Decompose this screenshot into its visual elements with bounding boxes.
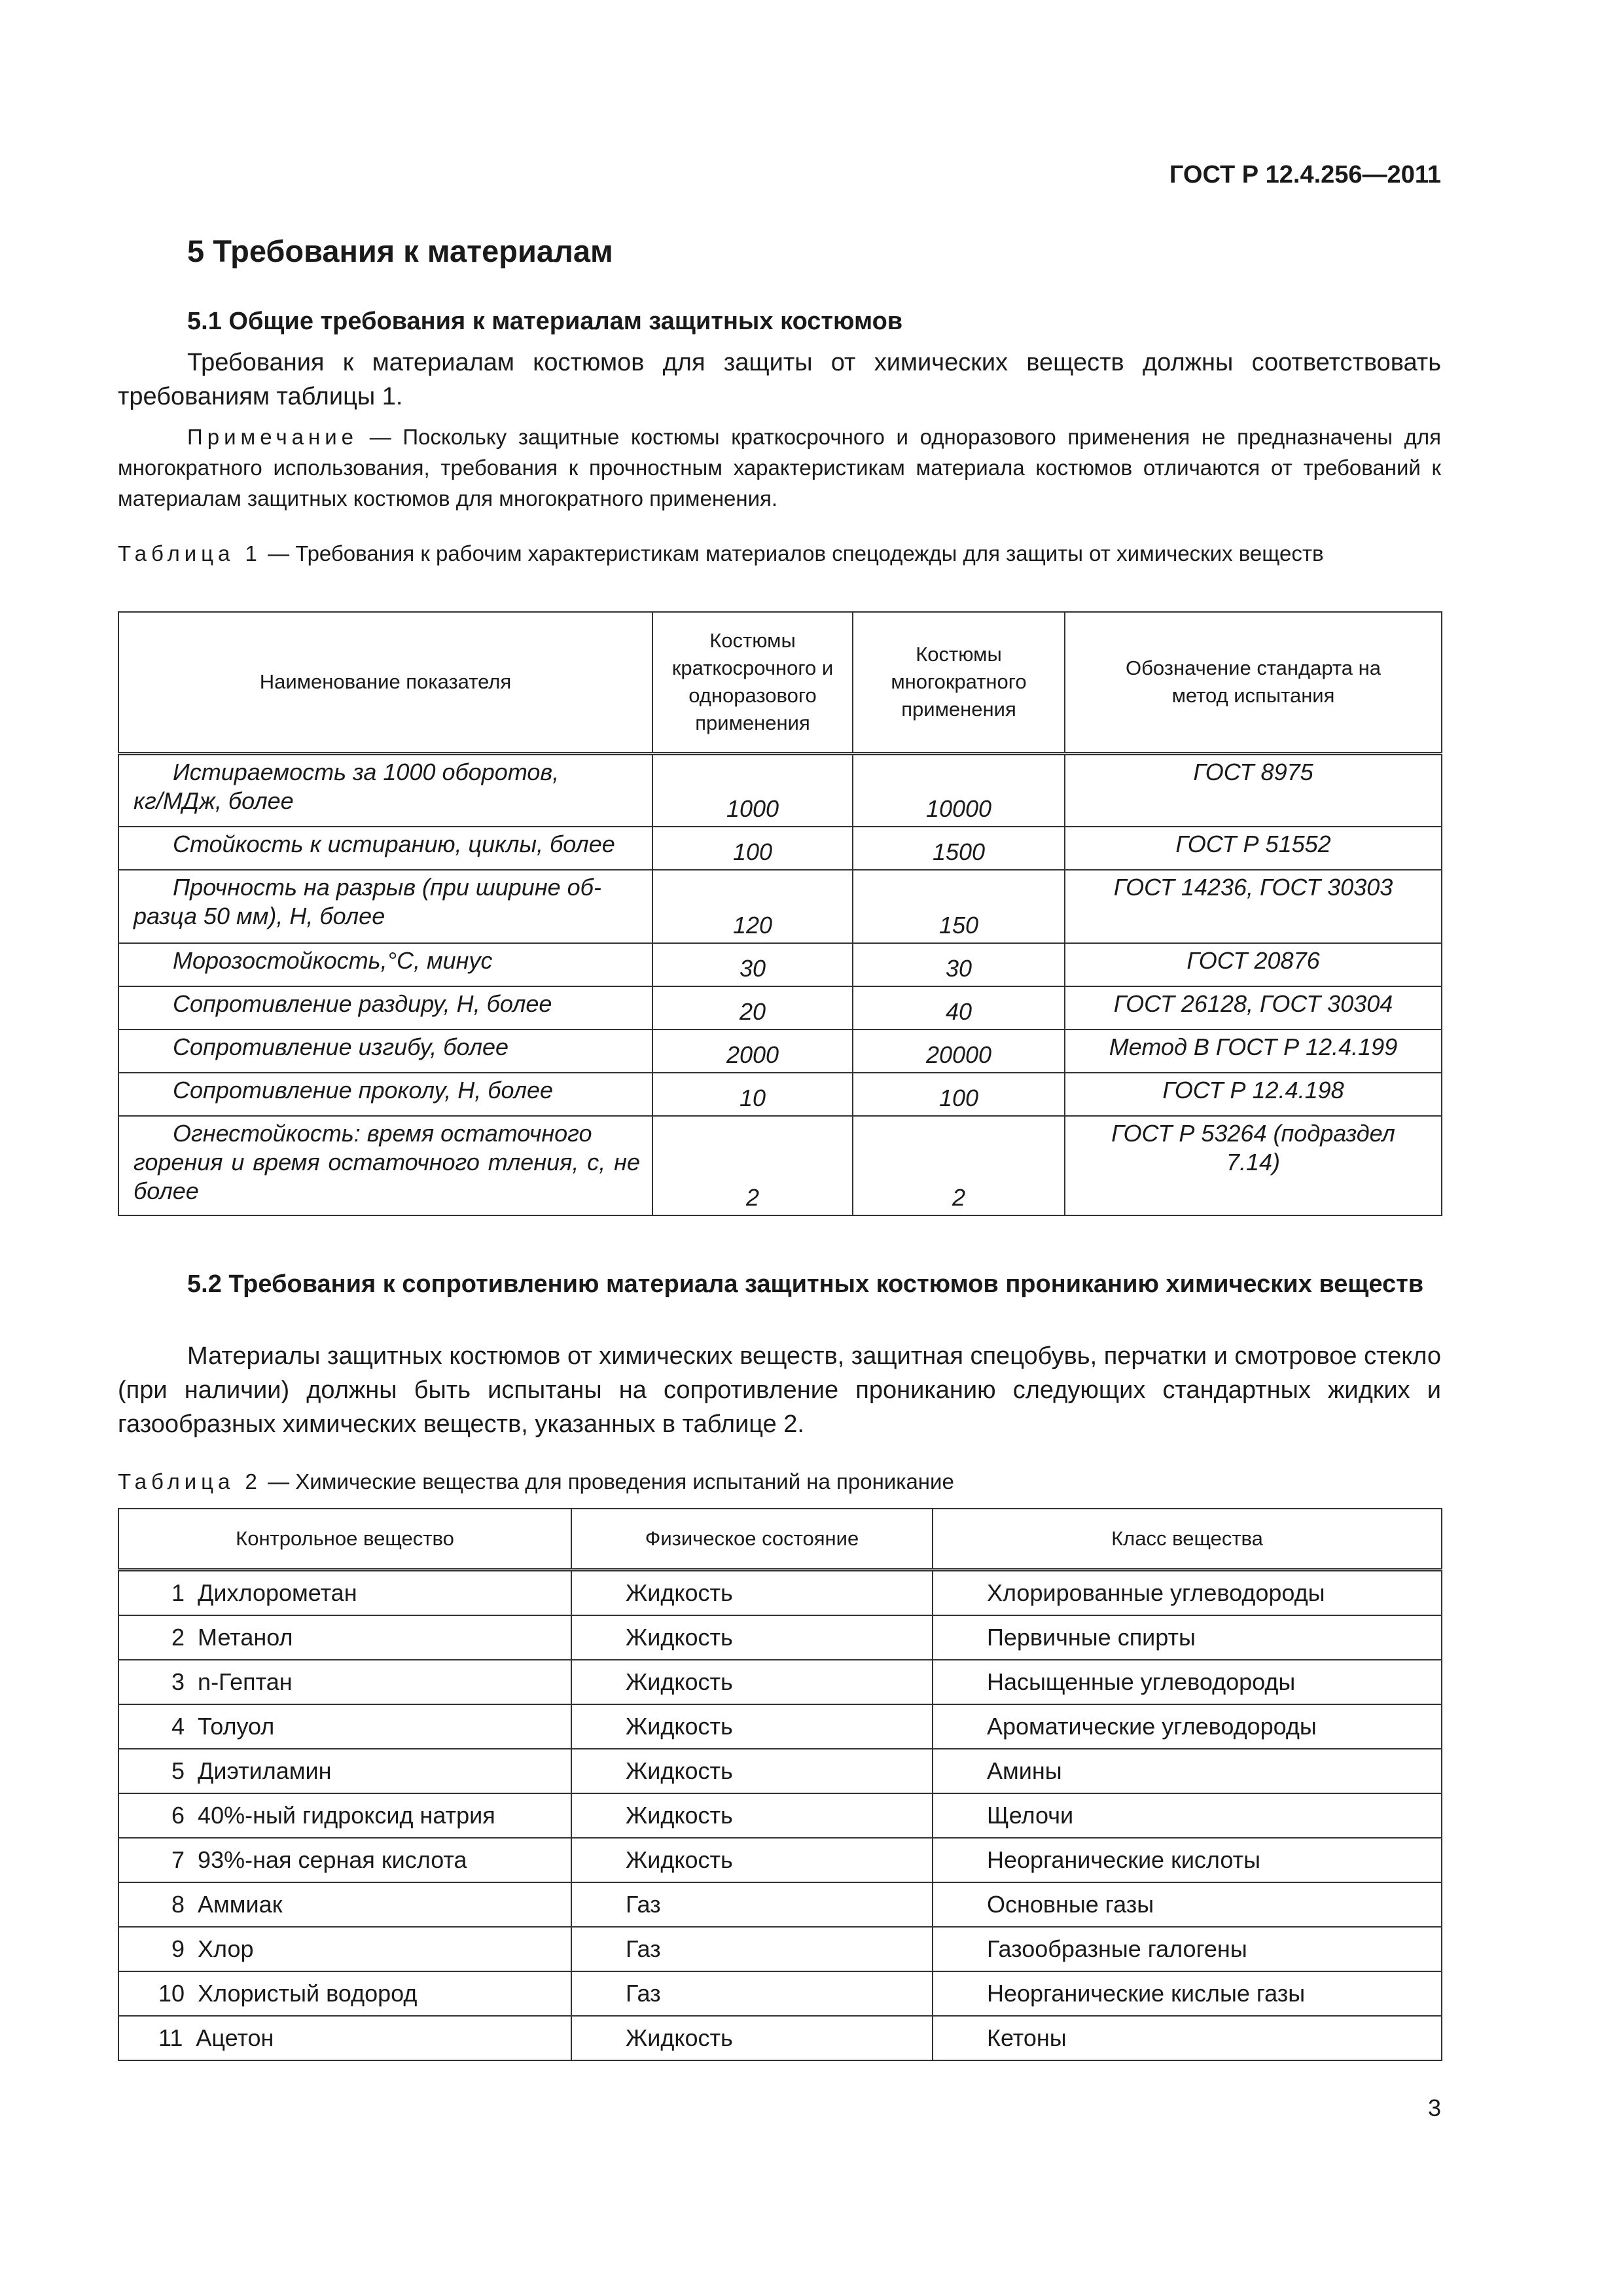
table-2-cell-substance: [118, 1793, 571, 1838]
row-number: 11: [158, 2024, 183, 2051]
table-2-cell-class: Основные газы: [933, 1882, 1442, 1927]
table-2-header-class: Класс вещества: [933, 1509, 1442, 1570]
table-2-cell-state: Жидкость: [571, 1704, 933, 1749]
table-1-cell-name: Истираемость за 1000 оборотов, кг/МДж, более: [118, 753, 652, 827]
substance-name: Диэтиламин: [198, 1757, 332, 1784]
table-row: [118, 753, 1442, 827]
table-2-cell-class: Газообразные галогены: [933, 1927, 1442, 1971]
document-code: ГОСТ Р 12.4.256—2011: [1169, 161, 1441, 188]
table-1-header-row: [118, 612, 1442, 753]
table-row: [118, 1927, 1442, 1971]
table-1-header-test-standard: Обозначение стандарта на метод испытания: [1065, 612, 1442, 753]
table-2-cell-substance: [118, 2016, 571, 2060]
table-2-cell-class: Щелочи: [933, 1793, 1442, 1838]
substance-name: Аммиак: [198, 1891, 283, 1918]
table-row: [118, 1882, 1442, 1927]
table-2-cell-state: Газ: [571, 1927, 933, 1971]
table-1-cell-std: Метод В ГОСТ Р 12.4.199: [1065, 1030, 1442, 1073]
table-row: [118, 1704, 1442, 1749]
table-1-cell-short: 10: [652, 1073, 853, 1116]
table-2-cell-state: Жидкость: [571, 1615, 933, 1660]
table-2-caption: [118, 1466, 1441, 1497]
table-2-cell-substance: [118, 1704, 571, 1749]
table-2-cell-class: Кетоны: [933, 2016, 1442, 2060]
row-number: 4: [171, 1713, 185, 1740]
row-number: 1: [171, 1579, 185, 1606]
table-1-header-indicator: Наименование показателя: [118, 612, 652, 753]
table-row: [118, 1838, 1442, 1882]
substance-name: Ацетон: [196, 2024, 274, 2051]
table-row: [118, 1030, 1442, 1073]
table-2-cell-state: Жидкость: [571, 1793, 933, 1838]
table-1-cell-std: ГОСТ 8975: [1065, 753, 1442, 827]
table-1-cell-short: 20: [652, 986, 853, 1030]
table-2-cell-substance: [118, 1882, 571, 1927]
table-2-header-state: Физическое состояние: [571, 1509, 933, 1570]
table-1-header-reusable: Костюмы многократного применения: [853, 612, 1065, 753]
table-2-cell-class: Насыщенные углеводороды: [933, 1660, 1442, 1704]
table-1-cell-multi: 2: [853, 1116, 1065, 1215]
row-number: 3: [171, 1668, 185, 1695]
note-text: — Поскольку защитные костюмы краткосрочного и одноразового применения не предназначены для многократного использования, требования к прочностным характеристикам материала костюмов отличаются от требований к материалам защитных костюмов для многократного применения.: [118, 425, 1441, 511]
table-2-cell-substance: [118, 1570, 571, 1616]
row-number: 5: [171, 1757, 185, 1784]
section-5-2-paragraph: Материалы защитных костюмов от химических веществ, защитная спецобувь, перчатки и смотровое стекло (при наличии) должны быть испытаны на сопротивление прониканию следующих стандартных жидких и газообразных химических веществ, указанных в таблице 2.: [118, 1342, 1441, 1438]
table-2-caption-label: Таблица 2: [118, 1469, 262, 1494]
table-1-cell-std: ГОСТ Р 53264 (подраздел 7.14): [1065, 1116, 1442, 1215]
row-number: 6: [171, 1802, 185, 1829]
table-2-cell-state: Жидкость: [571, 1660, 933, 1704]
section-5-title: 5 Требования к материалам: [187, 234, 613, 268]
table-1-cell-std: ГОСТ 26128, ГОСТ 30304: [1065, 986, 1442, 1030]
table-row: [118, 1615, 1442, 1660]
table-1-cell-multi: 40: [853, 986, 1065, 1030]
table-1-cell-short: 2000: [652, 1030, 853, 1073]
table-2-cell-class: Ароматические углеводороды: [933, 1704, 1442, 1749]
table-1: [118, 611, 1442, 1216]
table-2-cell-substance: [118, 1749, 571, 1793]
table-1-cell-multi: 30: [853, 943, 1065, 986]
table-1-cell-multi: 100: [853, 1073, 1065, 1116]
table-2-cell-substance: [118, 1615, 571, 1660]
note: [118, 422, 1441, 514]
table-1-cell-name: Сопротивление раздиру, Н, более: [118, 986, 652, 1030]
table-1-cell-name: Прочность на разрыв (при ширине об- разца 50 мм), Н, более: [118, 870, 652, 943]
table-1-cell-short: 100: [652, 827, 853, 870]
table-2-cell-state: Жидкость: [571, 2016, 933, 2060]
table-row: [118, 1073, 1442, 1116]
table-2-cell-class: Неорганические кислые газы: [933, 1971, 1442, 2016]
substance-name: Хлор: [198, 1935, 254, 1962]
row-number: 10: [158, 1980, 185, 2007]
table-1-cell-short: 30: [652, 943, 853, 986]
table-2-cell-substance: [118, 1838, 571, 1882]
table-1-cell-short: 120: [652, 870, 853, 943]
table-row: [118, 870, 1442, 943]
row-number: 2: [171, 1624, 185, 1651]
table-1-cell-short: 2: [652, 1116, 853, 1215]
substance-name: Дихлорометан: [198, 1579, 357, 1606]
table-1-caption-text: — Требования к рабочим характеристикам материалов спецодежды для защиты от химических веществ: [261, 541, 1324, 565]
table-2-cell-substance: [118, 1971, 571, 2016]
row-number: 9: [171, 1935, 185, 1962]
table-2-cell-substance: [118, 1927, 571, 1971]
table-row: [118, 1116, 1442, 1215]
substance-name: Толуол: [198, 1713, 275, 1740]
row-number: 8: [171, 1891, 185, 1918]
table-1-cell-std: ГОСТ 20876: [1065, 943, 1442, 986]
table-1-caption-label: Таблица 1: [118, 541, 262, 565]
table-1-cell-multi: 10000: [853, 753, 1065, 827]
substance-name: n-Гептан: [198, 1668, 293, 1695]
table-row: [118, 1570, 1442, 1616]
substance-name: Хлористый водород: [198, 1980, 418, 2007]
substance-name: 93%-ная серная кислота: [198, 1846, 467, 1873]
substance-name: 40%-ный гидроксид натрия: [198, 1802, 495, 1829]
table-1-cell-std: ГОСТ Р 12.4.198: [1065, 1073, 1442, 1116]
section-5-1-paragraph: Требования к материалам костюмов для защиты от химических веществ должны соответствовать требованиям таблицы 1.: [118, 349, 1441, 410]
table-1-cell-name: Огнестойкость: время остаточного горения и время остаточного тления, с, не более: [118, 1116, 652, 1215]
table-row: [118, 1793, 1442, 1838]
section-5-1-title: 5.1 Общие требования к материалам защитных костюмов: [187, 308, 903, 335]
page-number: 3: [1427, 2094, 1441, 2121]
table-row: [118, 1971, 1442, 2016]
table-2-cell-substance: [118, 1660, 571, 1704]
table-2-cell-state: Жидкость: [571, 1838, 933, 1882]
table-row: [118, 1749, 1442, 1793]
table-2-cell-class: Хлорированные углеводороды: [933, 1570, 1442, 1616]
table-1-cell-multi: 150: [853, 870, 1065, 943]
table-1-cell-name: Стойкость к истиранию, циклы, более: [118, 827, 652, 870]
table-row: [118, 986, 1442, 1030]
table-1-cell-multi: 20000: [853, 1030, 1065, 1073]
table-1-caption: [118, 538, 1441, 569]
table-2-cell-class: Первичные спирты: [933, 1615, 1442, 1660]
table-row: [118, 827, 1442, 870]
table-1-cell-multi: 1500: [853, 827, 1065, 870]
substance-name: Метанол: [198, 1624, 293, 1651]
table-row: [118, 943, 1442, 986]
table-2: [118, 1508, 1442, 2061]
table-2-cell-class: Неорганические кислоты: [933, 1838, 1442, 1882]
table-2-cell-state: Жидкость: [571, 1570, 933, 1616]
note-label: Примечание: [187, 425, 359, 449]
table-row: [118, 1660, 1442, 1704]
section-5-2-title: 5.2 Требования к сопротивлению материала защитных костюмов прониканию химических веществ: [187, 1270, 1424, 1298]
table-2-cell-state: Газ: [571, 1882, 933, 1927]
table-2-caption-text: — Химические вещества для проведения испытаний на проникание: [261, 1469, 954, 1494]
table-1-cell-short: 1000: [652, 753, 853, 827]
table-2-header-row: [118, 1509, 1442, 1570]
table-1-cell-name: Сопротивление изгибу, более: [118, 1030, 652, 1073]
table-2-cell-state: Жидкость: [571, 1749, 933, 1793]
table-1-cell-name: Морозостойкость,°С, минус: [118, 943, 652, 986]
table-1-cell-std: ГОСТ Р 51552: [1065, 827, 1442, 870]
row-number: 7: [171, 1846, 185, 1873]
table-2-cell-class: Амины: [933, 1749, 1442, 1793]
table-2-header-substance: Контрольное вещество: [118, 1509, 571, 1570]
table-1-cell-std: ГОСТ 14236, ГОСТ 30303: [1065, 870, 1442, 943]
table-row: [118, 2016, 1442, 2060]
table-1-cell-name: Сопротивление проколу, Н, более: [118, 1073, 652, 1116]
table-2-cell-state: Газ: [571, 1971, 933, 2016]
table-1-header-short-term: Костюмы краткосрочного и одноразового применения: [652, 612, 853, 753]
